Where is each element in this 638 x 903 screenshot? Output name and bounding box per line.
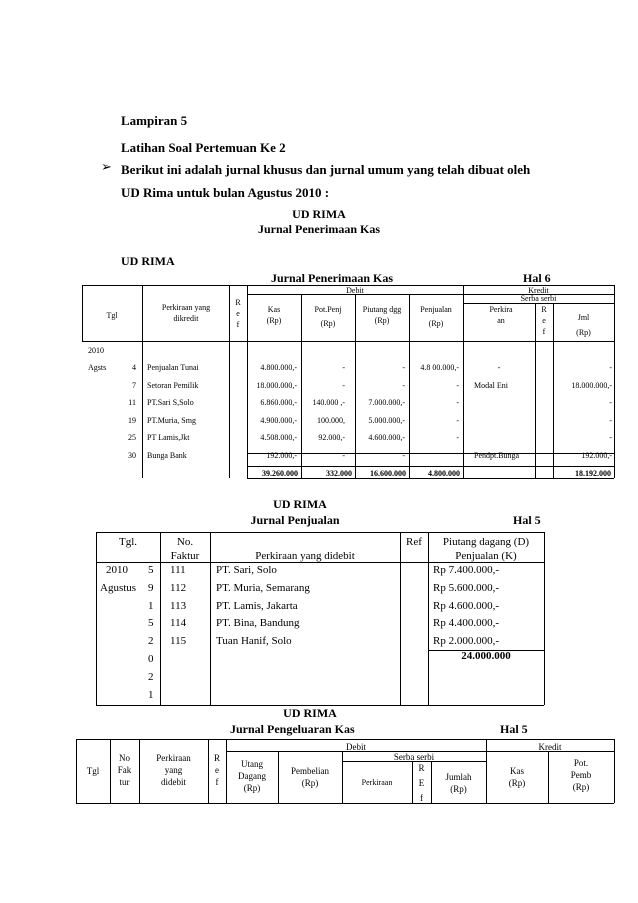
t1-row-jml: - [609,415,612,425]
t1-row-jml: 18.000.000,- [571,380,612,390]
t1-total-kas: 39.260.000 [262,469,298,478]
t1-row-jml: - [609,363,612,372]
heading: Lampiran 5 [121,113,188,128]
t1-row-piutang: 7.000.000,- [368,398,405,408]
t3-page-number: Hal 5 [500,722,528,736]
t2-header-faktur: Faktur [170,550,200,562]
t3-header-no-faktur: No Fak tur [117,753,132,788]
bullet-arrow-icon: ➢ [101,160,112,175]
t1-journal-title: Jurnal Penerimaan Kas [258,222,380,236]
t1-row-account: Bunga Bank [147,451,187,460]
t1-row-kas: 4.900.000,- [260,415,297,425]
t2-header-piutang: Piutang dagang (D) [442,536,530,548]
t2-header-no: No. [176,536,194,548]
t1-header-penjualan: Penjualan (Rp) [420,305,452,328]
t2-row-faktur: 111 [170,564,186,576]
t1-header-kredit: Kredit [528,286,549,295]
t1-company-2: UD RIMA [121,254,175,268]
t1-row-jml: 192.000,- [581,451,612,460]
t1-row-day: 30 [128,451,136,460]
t1-year: 2010 [88,346,104,355]
t2-row-amount: Rp 7.400.000,- [433,564,499,576]
t1-row-piutang: - [402,363,405,372]
t1-row-pot: - [342,451,345,460]
t1-row-perkiraan: Pendpt.Bunga [474,451,520,460]
t1-row-account: PT.Muria, Smg [147,415,196,425]
t2-row-account: PT. Muria, Semarang [216,581,310,594]
t2-year: 2010 [106,564,128,576]
t1-month: Agsts [88,363,107,372]
t2-row-faktur: 115 [170,635,187,648]
t2-company: UD RIMA [273,497,327,511]
t2-day-char: 5 [148,564,154,576]
t1-row-pot: 92.000,- [318,433,345,443]
t1-row-day: 11 [128,398,136,408]
t1-row-day: 7 [132,380,136,390]
t1-header-perkiraan-ss: Perkira an [489,305,513,325]
t3-header-jumlah: Jumlah (Rp) [445,772,472,795]
t2-day-char: 1 [148,688,154,701]
t1-row-penjualan: - [456,380,459,390]
t3-header-tgl: Tgl [86,766,100,776]
t1-row-piutang: - [402,451,405,460]
t2-row-amount: Rp 5.600.000,- [433,581,499,594]
t2-day-char: 2 [148,670,154,683]
t2-day-char: 9 [148,581,154,594]
t1-row-perkiraan: - [497,363,501,372]
t1-row-kas: 192.000,- [266,451,297,460]
t1-total-penjualan: 4.800.000 [428,469,460,478]
t2-page-number: Hal 5 [513,513,541,527]
t1-row-kas: 18.000.000,- [256,380,297,390]
t2-row-faktur: 113 [170,599,187,612]
t3-header-perkiraan: Perkiraan yang didebit [156,753,191,788]
t1-header-ref: R e f [235,298,241,329]
t1-row-kas: 4.508.000,- [260,433,297,443]
t1-row-penjualan: - [456,415,459,425]
t1-row-pot: - [342,380,345,390]
t2-day-char: 2 [148,635,154,648]
intro-line-1: Berikut ini adalah jurnal khusus dan jurnal umum yang telah dibuat oleh [121,162,531,177]
t1-header-ref-2: R e f [541,305,547,336]
t2-header-perkiraan: Perkiraan yang didebit [255,550,355,562]
subheading: Latihan Soal Pertemuan Ke 2 [121,140,286,155]
t2-row-account: Tuan Hanif, Solo [216,635,292,648]
t3-header-perkiraan-ss: Perkiraan [361,778,393,787]
t2-row-amount: Rp 2.000.000,- [433,635,499,648]
t1-journal-title-2: Jurnal Penerimaan Kas [271,271,393,285]
t3-header-kas: Kas (Rp) [508,766,526,789]
t1-total-piutang: 16.600.000 [370,469,406,478]
t2-row-account: PT. Sari, Solo [216,564,277,576]
t1-row-jml: - [609,398,612,408]
intro-line-2: UD Rima untuk bulan Agustus 2010 : [121,185,330,200]
t1-header-pot-penj: Pot.Penj (Rp) [314,305,342,328]
t1-header-perkiraan: Perkiraan yang dikredit [161,303,211,323]
t1-row-penjualan: - [456,433,459,443]
t1-row-perkiraan: Modal Eni [474,380,508,390]
t1-row-piutang: 5.000.000,- [368,415,405,425]
t1-row-pot: 140.000 ,- [312,398,345,408]
t1-header-piutang: Piutang dgg (Rp) [362,305,402,325]
t2-day-char: 5 [148,617,154,630]
t2-row-account: PT. Bina, Bandung [216,617,300,630]
t2-day-char: 1 [148,599,154,612]
t2-header-penjualan: Penjualan (K) [455,550,517,562]
t1-row-kas: 6.860.000,- [260,398,297,408]
t1-page-number: Hal 6 [523,271,551,285]
t2-header-tgl: Tgl. [118,536,138,548]
t1-row-account: PT Lamis,Jkt [147,433,190,443]
t1-row-pot: - [342,363,345,372]
t2-total: 24.000.000 [461,650,511,662]
t1-row-piutang: 4.600.000,- [368,433,405,443]
t2-row-account: PT. Lamis, Jakarta [216,599,298,612]
t1-header-debit: Debit [346,286,364,295]
t3-header-pot-pemb: Pot. Pemb (Rp) [570,758,592,793]
t1-row-kas: 4.800.000,- [260,363,297,372]
t1-header-serba-serbi: Serba serbi [520,294,557,303]
t3-header-ref: R e f [213,753,220,788]
t1-row-account: Penjualan Tunai [147,363,199,372]
t2-row-amount: Rp 4.600.000,- [433,599,499,612]
t1-header-tgl: Tgl [106,311,118,320]
t2-journal-title: Jurnal Penjualan [250,513,340,527]
t1-row-day: 4 [132,363,136,372]
t3-header-ref-2: R E f [418,763,425,804]
t1-row-piutang: - [402,380,405,390]
t1-row-day: 19 [128,415,136,425]
t3-header-kredit: Kredit [538,742,562,752]
t3-header-debit: Debit [346,742,366,752]
t1-row-penjualan: - [456,398,459,408]
t1-total-pot: 332.000 [326,469,352,478]
t2-row-faktur: 112 [170,581,187,594]
t2-month: Agustus [100,582,137,594]
t1-header-jml: Jml (Rp) [576,313,591,337]
t1-row-day: 25 [128,433,136,443]
t1-total-jml: 18.192.000 [575,469,611,478]
t3-journal-title: Jurnal Pengeluaran Kas [230,722,355,736]
t1-row-penjualan: 4.8 00.000,- [420,363,459,372]
t1-company: UD RIMA [292,207,346,221]
t1-row-account: PT.Sari S,Solo [147,398,194,408]
t3-header-pembelian: Pembelian (Rp) [291,766,329,789]
t2-header-ref: Ref [406,536,422,548]
t1-row-pot: 100.000, [317,415,345,425]
t2-row-amount: Rp 4.400.000,- [433,617,499,630]
t1-row-jml: - [609,433,612,443]
t3-header-serba-serbi: Serba serbi [393,752,435,762]
t2-row-faktur: 114 [170,617,187,630]
t1-row-account: Setoran Pemilik [147,380,199,390]
t3-header-utang-dagang: Utang Dagang (Rp) [238,759,266,794]
t1-header-kas: Kas (Rp) [266,305,282,325]
t3-company: UD RIMA [283,706,337,720]
t2-day-char: 0 [148,653,154,665]
